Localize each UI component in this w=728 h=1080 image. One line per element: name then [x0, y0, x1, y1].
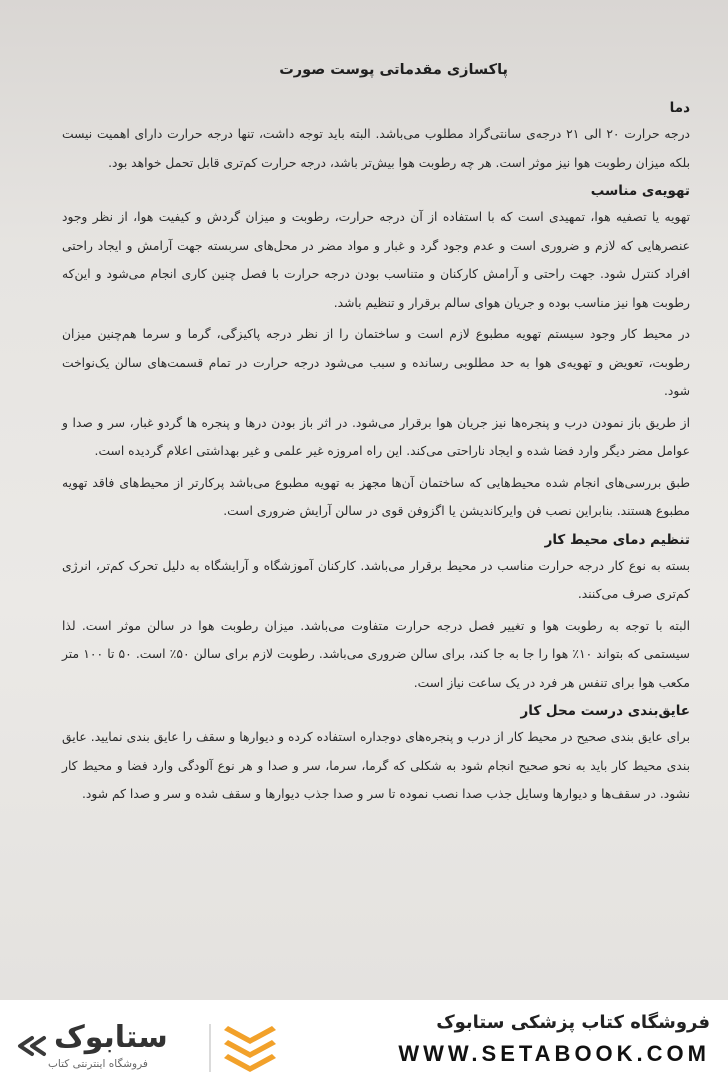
- store-name: فروشگاه کتاب پزشکی ستابوک: [436, 1012, 710, 1033]
- paragraph: تهویه یا تصفیه هوا، تمهیدی است که با استفاده از آن درجه حرارت، رطوبت و میزان گردش و کیفیت هوا، از نظر وجود عنصرهایی که لازم و ضروری است و عدم وجود گرد و غبار و مواد مضر در محل‌های سربسته جهت آرامش و ایجاد راحتی افراد کنترل شود. جهت راحتی و آرامش کارکنان و متناسب بودن درجه حرارت با فصل چنین کاری انجام می‌شود و این‌که رطوبت هوا نیز مناسب بوده و جریان هوای سالم برقرار و تنظیم باشد.: [62, 210, 690, 310]
- section-heading-ventilation: تهویه‌ی مناسب: [590, 183, 690, 199]
- section-heading-insulation: عایق‌بندی درست محل کار: [520, 703, 690, 719]
- paragraph: از طریق باز نمودن درب و پنجره‌ها نیز جریان هوا برقرار می‌شود. در اثر باز بودن درها و پنجره ها گردو غبار، سر و صدا و عوامل مضر دیگر وارد فضا شده و ایجاد ناراحتی می‌کند. این راه امروزه غیر علمی و غیر بهداشتی اعلام گردیده است.: [62, 415, 690, 458]
- document-title: پاکسازی مقدماتی پوست صورت: [279, 62, 508, 78]
- paragraph: در محیط کار وجود سیستم تهویه مطبوع لازم است و ساختمان را از نظر درجه پاکیزگی، گرما و سرما هم‌چنین میزان رطوبت، تعویض و تهویه‌ی هوا به حد مطلوبی رسانده و سبب می‌شود درجه حرارت در تمام قسمت‌های سالن یک‌نواخت شود.: [62, 327, 690, 398]
- store-info: [330, 1012, 710, 1067]
- paragraph: البته با توجه به رطوبت هوا و تغییر فصل درجه حرارت متفاوت می‌باشد. میزان رطوبت هوا در سالن موثر است. لذا سیستمی که بتواند ۱۰٪ هوا را جا به جا کند، برای سالن ضروری می‌باشد. رطوبت لازم برای سالن ۵۰٪ است. ۵۰ تا ۱۰۰ متر مکعب هوا برای تنفس هر فرد در یک ساعت نیاز است.: [62, 618, 690, 690]
- watermark-footer: [0, 1000, 728, 1080]
- section-heading-temperature: دما: [669, 100, 690, 116]
- paragraph: برای عایق بندی صحیح در محیط کار از درب و پنجره‌های دوجداره استفاده کرده و دیوارها و سقف را عایق بندی نمایید. عایق بندی محیط کار باید به نحو صحیح انجام شود به شکلی که گرما، سرما، سر و صدا و هر نوع آلودگی وارد فضا و محیط کار نشود. در سقف‌ها و دیوارها وسایل جذب صدا نصب نموده تا سر و صدا جذب دیوارها و سقف شده و سر و صدا کم شود.: [62, 730, 690, 801]
- logo-tagline: فروشگاه اینترنتی کتاب: [48, 1058, 148, 1070]
- setabook-logo: [14, 1018, 354, 1076]
- store-url[interactable]: WWW.SETABOOK.COM: [398, 1041, 710, 1066]
- logo-wordmark: ستابوک: [54, 1020, 168, 1055]
- paragraph: بسته به نوع کار درجه حرارت مناسب در محیط برقرار می‌باشد. کارکنان آموزشگاه و آرایشگاه به دلیل تحرک کم‌تر، انرژی کم‌تری صرف می‌کنند.: [62, 558, 690, 601]
- section-heading-workplace-temperature: تنظیم دمای محیط کار: [544, 531, 690, 548]
- paragraph: طبق بررسی‌های انجام شده محیط‌هایی که ساختمان آن‌ها مجهز به تهویه مطبوع می‌باشد پرکارتر از محیط‌های فاقد تهویه مطبوع هستند. بنابراین نصب فن وایرکاندیشن یا اگزوفن قوی در سالن آرایش ضروری است.: [62, 475, 690, 518]
- document-content: [62, 62, 690, 812]
- paragraph: درجه حرارت ۲۰ الی ۲۱ درجه‌ی سانتی‌گراد مطلوب می‌باشد. البته باید توجه داشت، تنها درجه حرارت دارای اهمیت نیست بلکه میزان رطوبت هوا نیز موثر است. هر چه رطوبت هوا بیش‌تر باشد، درجه حرارت کم‌تری قابل تحمل خواهد بود.: [62, 127, 691, 170]
